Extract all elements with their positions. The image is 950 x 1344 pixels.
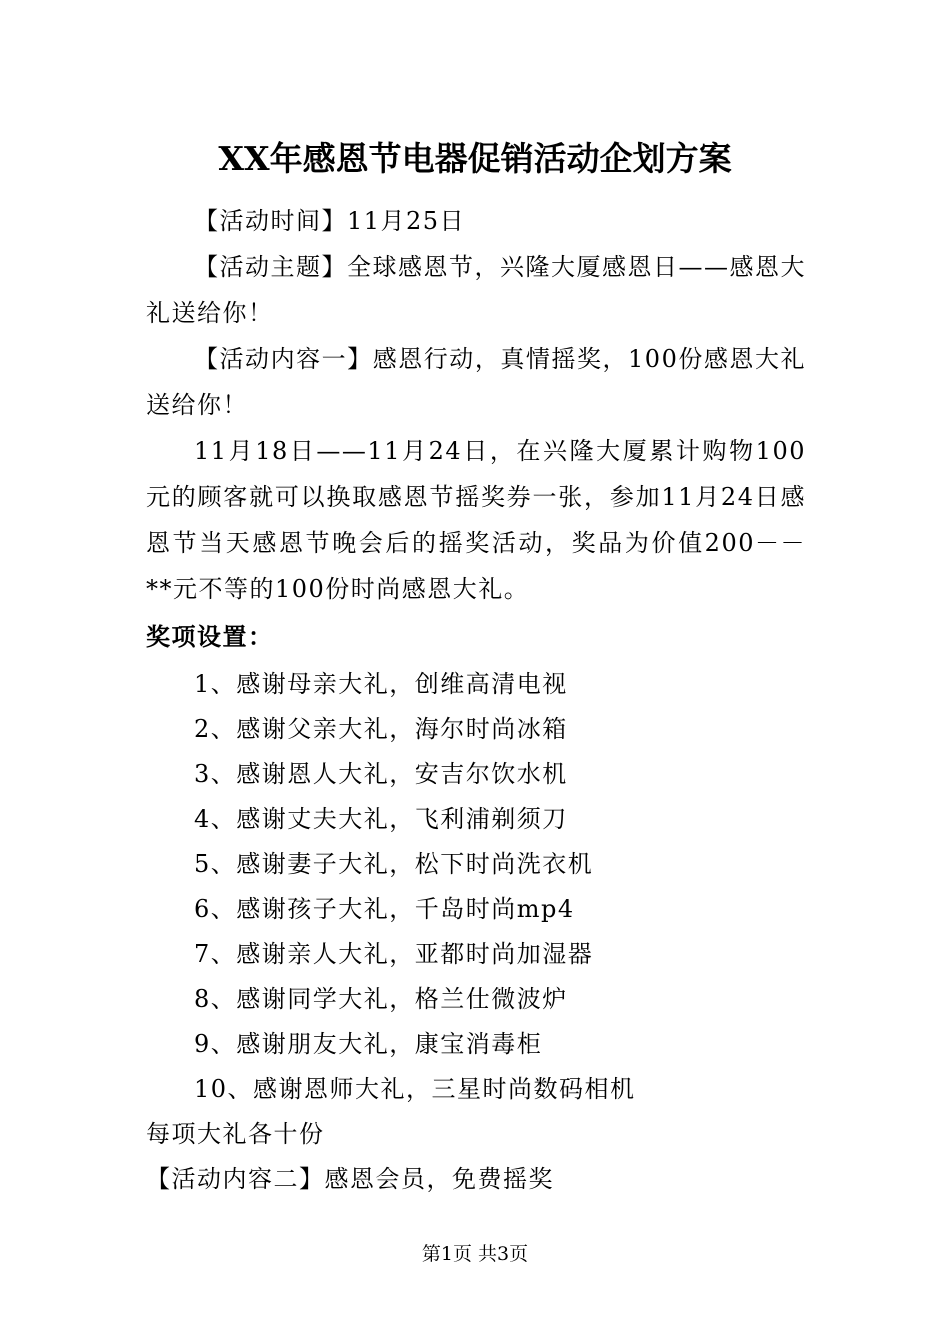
prize-item: 9、感谢朋友大礼，康宝消毒柜	[194, 1030, 543, 1058]
prize-item: 5、感谢妻子大礼，松下时尚洗衣机	[194, 850, 594, 878]
prize-item: 4、感谢丈夫大礼，飞利浦剃须刀	[194, 805, 568, 833]
prize-item: 7、感谢亲人大礼，亚都时尚加湿器	[194, 940, 594, 968]
prize-item: 10、感谢恩师大礼，三星时尚数码相机	[194, 1075, 636, 1103]
paragraph-activity-content-two: 【活动内容二】感恩会员，免费摇奖	[146, 1165, 554, 1193]
paragraph-lottery-details: 11月18日——11月24日，在兴隆大厦累计购物100元的顾客就可以换取感恩节摇奖券一张，参加11月24日感恩节当天感恩节晚会后的摇奖活动，奖品为价值200－－**元不等的100份时尚感恩大礼。	[146, 437, 806, 603]
prize-item: 8、感谢同学大礼，格兰仕微波炉	[194, 985, 568, 1013]
document-title: XX年感恩节电器促销活动企划方案	[218, 139, 732, 178]
prize-item: 1、感谢母亲大礼，创维高清电视	[194, 670, 568, 698]
paragraph-activity-time: 【活动时间】11月25日	[194, 207, 466, 235]
page-number-footer: 第1页 共3页	[421, 1243, 529, 1265]
prizes-heading: 奖项设置：	[146, 622, 274, 651]
paragraph-activity-content-one: 【活动内容一】感恩行动，真情摇奖，100份感恩大礼送给你！	[146, 345, 806, 419]
prizes-note: 每项大礼各十份	[146, 1120, 325, 1148]
prize-item: 3、感谢恩人大礼，安吉尔饮水机	[194, 760, 568, 788]
prize-item: 6、感谢孩子大礼，千岛时尚mp4	[194, 895, 575, 923]
prize-item: 2、感谢父亲大礼，海尔时尚冰箱	[194, 715, 568, 743]
prize-list	[146, 662, 806, 1112]
paragraph-activity-theme: 【活动主题】全球感恩节，兴隆大厦感恩日——感恩大礼送给你！	[146, 253, 806, 327]
document-body	[146, 198, 806, 1202]
